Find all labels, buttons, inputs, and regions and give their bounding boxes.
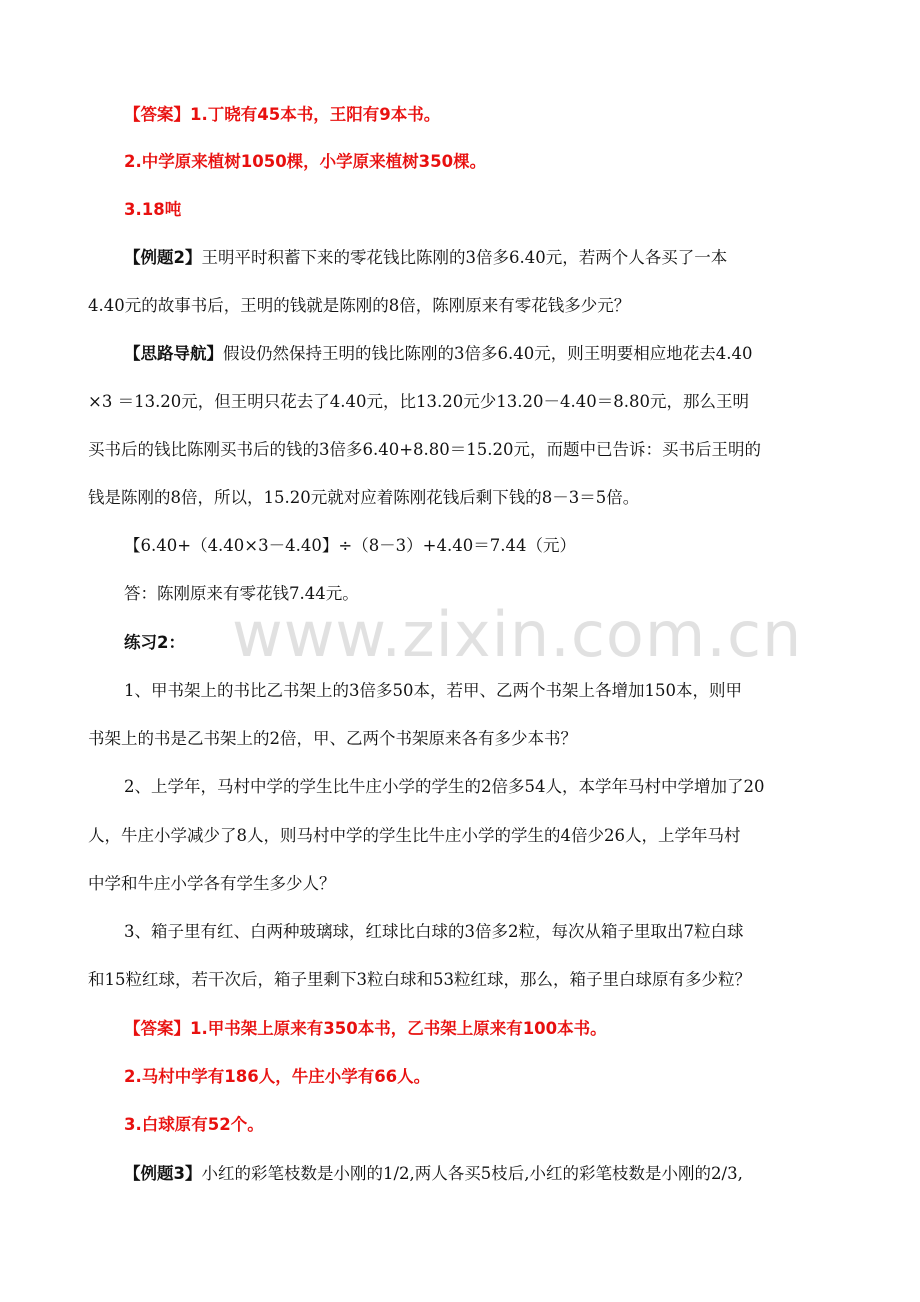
guide-answer: 答：陈刚原来有零花钱7.44元。: [124, 584, 359, 603]
answer-2-label: 【答案】: [124, 1019, 190, 1038]
answer-2-line-1: [124, 1018, 884, 1040]
answer-2-3: 3.白球原有52个。: [124, 1115, 264, 1134]
practice-q2-line-3: 中学和牛庄小学各有学生多少人？: [88, 874, 336, 893]
guide-line-3: 买书后的钱比陈刚买书后的钱的3倍多6.40+8.80＝15.20元，而题中已告诉：买书后王明的: [88, 440, 762, 459]
answer-1-line: [124, 104, 884, 126]
watermark: www.zixin.com.cn: [232, 598, 803, 671]
practice-q2-line-2: 人，牛庄小学减少了8人，则马村中学的学生比牛庄小学的学生的4倍少26人，上学年马村: [88, 826, 741, 845]
answer-label: 【答案】: [124, 105, 190, 124]
answer-2-1: 1.甲书架上原来有350本书，乙书架上原来有100本书。: [190, 1019, 607, 1038]
answer-2-2: 2.马村中学有186人，牛庄小学有66人。: [124, 1067, 431, 1086]
guide-line-4: 钱是陈刚的8倍，所以，15.20元就对应着陈刚花钱后剩下钱的8－3＝5倍。: [88, 488, 640, 507]
example-2-line-1: [124, 247, 884, 269]
example-3-label: 【例题3】: [124, 1164, 202, 1183]
example-3-text-1: 小红的彩笔枝数是小刚的1/2,两人各买5枝后,小红的彩笔枝数是小刚的2/3,: [201, 1164, 743, 1183]
practice-q3-line-1: 3、箱子里有红、白两种玻璃球，红球比白球的3倍多2粒，每次从箱子里取出7粒白球: [124, 922, 744, 941]
guide-line-1: [124, 343, 884, 365]
answer-1: 1.丁晓有45本书，王阳有9本书。: [190, 105, 441, 124]
practice-q3-line-2: 和15粒红球，若干次后，箱子里剩下3粒白球和53粒红球，那么，箱子里白球原有多少粒？: [88, 970, 751, 989]
example-2-label: 【例题2】: [124, 248, 202, 267]
example-3-line-1: [124, 1163, 884, 1185]
example-2-text-1: 王明平时积蓄下来的零花钱比陈刚的3倍多6.40元，若两个人各买了一本: [201, 248, 728, 267]
practice-q1-line-2: 书架上的书是乙书架上的2倍，甲、乙两个书架原来各有多少本书？: [88, 729, 577, 748]
guide-formula: 【6.40+（4.40×3－4.40】÷（8－3）+4.40＝7.44（元）: [124, 536, 576, 555]
answer-2: 2.中学原来植树1050棵，小学原来植树350棵。: [124, 152, 487, 171]
practice-q2-line-1: 2、上学年，马村中学的学生比牛庄小学的学生的2倍多54人，本学年马村中学增加了20: [124, 777, 765, 796]
guide-line-2: ×3 ＝13.20元，但王明只花去了4.40元，比13.20元少13.20－4.40＝8.80元，那么王明: [88, 392, 749, 411]
practice-q1-line-1: 1、甲书架上的书比乙书架上的3倍多50本，若甲、乙两个书架上各增加150本，则甲: [124, 681, 742, 700]
practice-2-title: 练习2：: [124, 633, 185, 652]
example-2-line-2: 4.40元的故事书后，王明的钱就是陈刚的8倍，陈刚原来有零花钱多少元？: [88, 296, 631, 315]
guide-text-1: 假设仍然保持王明的钱比陈刚的3倍多6.40元，则王明要相应地花去4.40: [223, 344, 753, 363]
guide-label: 【思路导航】: [124, 344, 223, 363]
answer-3: 3.18吨: [124, 200, 182, 219]
